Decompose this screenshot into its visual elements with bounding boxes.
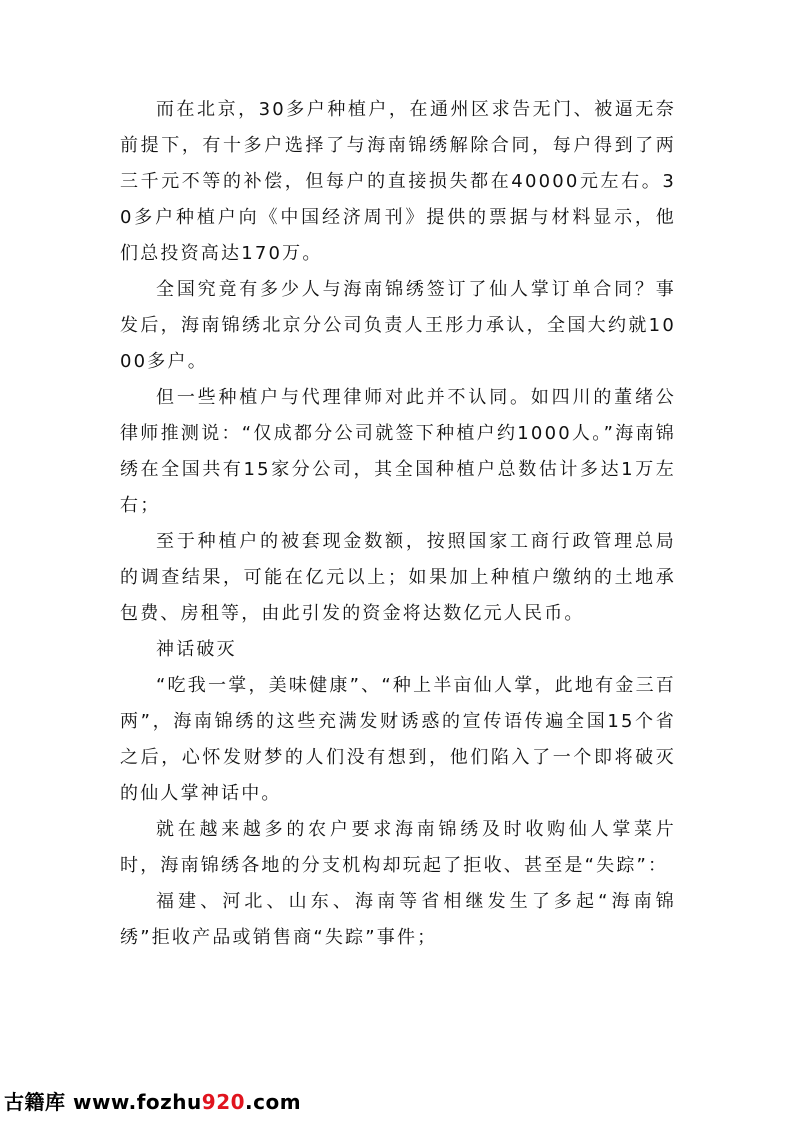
watermark-suffix: .com (245, 1090, 302, 1114)
paragraph-cash-amount: 至于种植户的被套现金数额，按照国家工商行政管理总局的调查结果，可能在亿元以上；如果加上种植户缴纳的土地承包费、房租等，由此引发的资金将达数亿元人民币。 (120, 531, 676, 624)
paragraph-beijing-growers: 而在北京，30多户种植户，在通州区求告无门、被逼无奈前提下，有十多户选择了与海南锦绣解除合同，每户得到了两三千元不等的补偿，但每户的直接损失都在40000元左右。30多户种植户向《中国经济周刊》提供的票据与材料显示，他们总投资高达170万。 (120, 99, 676, 264)
section-heading: 神话破灭 (156, 639, 237, 660)
paragraph-national-count: 全国究竟有多少人与海南锦绣签订了仙人掌订单合同？事发后，海南锦绣北京分公司负责人王彤力承认，全国大约就1000多户。 (120, 279, 676, 372)
site-watermark (4, 1086, 301, 1115)
document-body (120, 92, 676, 956)
paragraph-slogans: “吃我一掌，美味健康”、“种上半亩仙人掌，此地有金三百两”，海南锦绣的这些充满发财诱惑的宣传语传遍全国15个省之后，心怀发财梦的人们没有想到，他们陷入了一个即将破灭的仙人掌神话中。 (120, 675, 676, 804)
watermark-prefix: 古籍库 www.fozhu (4, 1090, 202, 1114)
paragraph-provinces: 福建、河北、山东、海南等省相继发生了多起“海南锦绣”拒收产品或销售商“失踪”事件； (120, 891, 676, 948)
paragraph-lawyer-estimate: 但一些种植户与代理律师对此并不认同。如四川的董绪公律师推测说：“仅成都分公司就签下种植户约1000人。”海南锦绣在全国共有15家分公司，其全国种植户总数估计多达1万左右； (120, 387, 676, 516)
watermark-highlight: 920 (201, 1090, 246, 1114)
paragraph-refusal: 就在越来越多的农户要求海南锦绣及时收购仙人掌菜片时，海南锦绣各地的分支机构却玩起了拒收、甚至是“失踪”： (120, 819, 676, 876)
